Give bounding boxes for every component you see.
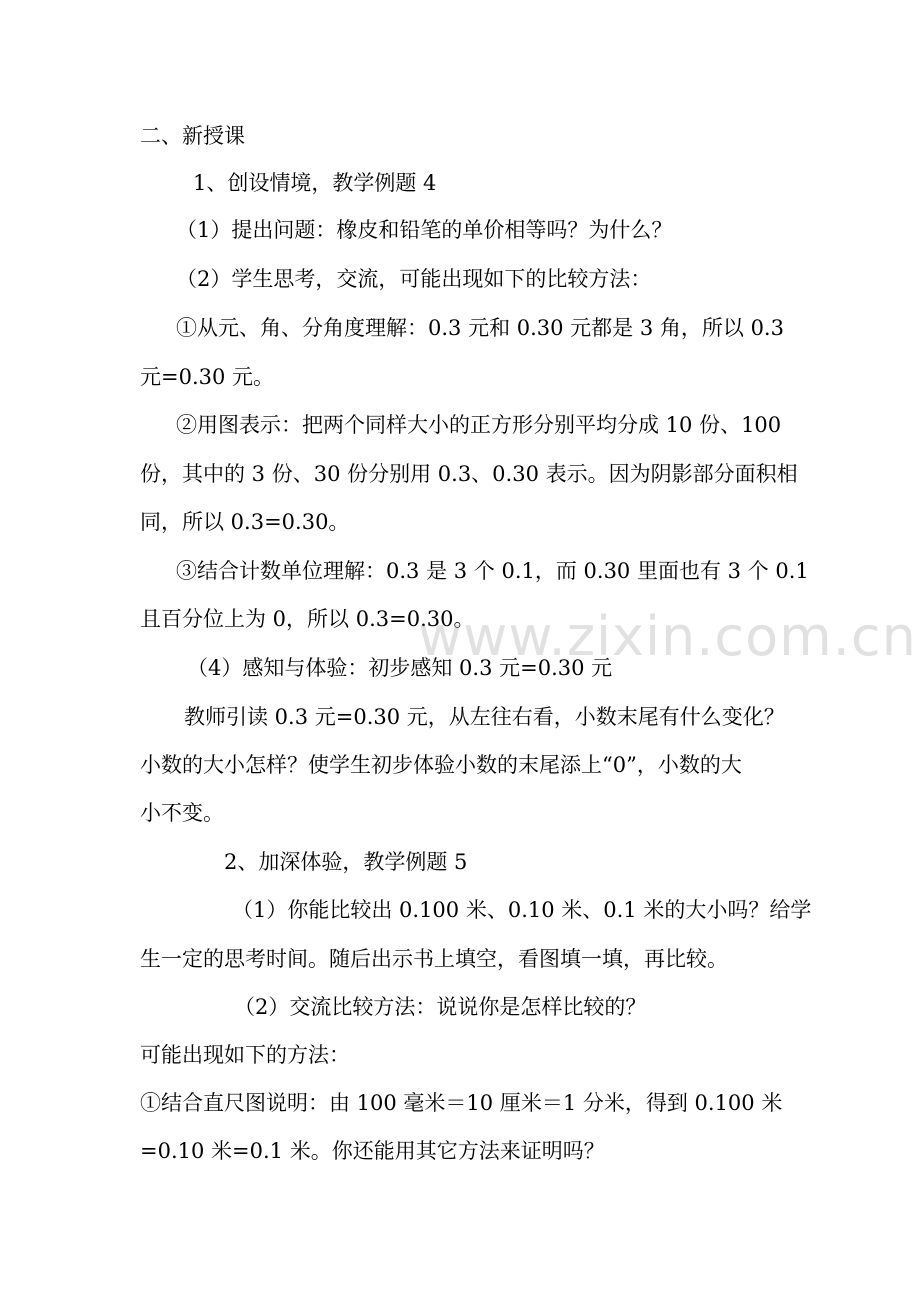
paragraph-line: ①结合直尺图说明：由 100 毫米＝10 厘米＝1 分米，得到 0.100 米	[140, 1091, 783, 1115]
paragraph-line: （2）交流比较方法：说说你是怎样比较的？	[234, 995, 647, 1019]
paragraph-line: 小不变。	[140, 801, 224, 825]
paragraph-line: 可能出现如下的方法：	[140, 1043, 350, 1067]
paragraph-line: （4）感知与体验：初步感知 0.3 元=0.30 元	[187, 656, 613, 680]
subsection-heading: 1、创设情境，教学例题 4	[193, 171, 437, 195]
paragraph-line: （1）你能比较出 0.100 米、0.10 米、0.1 米的大小吗？给学	[232, 898, 812, 922]
paragraph-line: ③结合计数单位理解：0.3 是 3 个 0.1，而 0.30 里面也有 3 个 0.1	[176, 559, 809, 583]
paragraph-line: ①从元、角、分角度理解：0.3 元和 0.30 元都是 3 角，所以 0.3	[176, 316, 784, 340]
paragraph-line: 份，其中的 3 份、30 份分别用 0.3、0.30 表示。因为阴影部分面积相	[140, 462, 798, 486]
subsection-heading: 2、加深体验，教学例题 5	[224, 850, 468, 874]
paragraph-line: 同，所以 0.3=0.30。	[140, 510, 350, 534]
watermark: www.zixin.com.cn	[418, 605, 917, 668]
paragraph-line: 且百分位上为 0，所以 0.3=0.30。	[140, 607, 475, 631]
paragraph-line: （2）学生思考，交流，可能出现如下的比较方法：	[176, 267, 652, 291]
paragraph-line: 元=0.30 元。	[140, 365, 275, 389]
paragraph-line: =0.10 米=0.1 米。你还能用其它方法来证明吗？	[140, 1139, 605, 1163]
paragraph-line: （1）提出问题：橡皮和铅笔的单价相等吗？为什么？	[176, 218, 673, 242]
section-heading: 二、新授课	[140, 124, 245, 148]
paragraph-line: 小数的大小怎样？使学生初步体验小数的末尾添上“0”，小数的大	[140, 753, 742, 777]
paragraph-line: 生一定的思考时间。随后出示书上填空，看图填一填，再比较。	[140, 947, 728, 971]
paragraph-line: 教师引读 0.3 元=0.30 元，从左往右看，小数末尾有什么变化？	[184, 705, 785, 729]
paragraph-line: ②用图表示：把两个同样大小的正方形分别平均分成 10 份、100	[176, 413, 782, 437]
